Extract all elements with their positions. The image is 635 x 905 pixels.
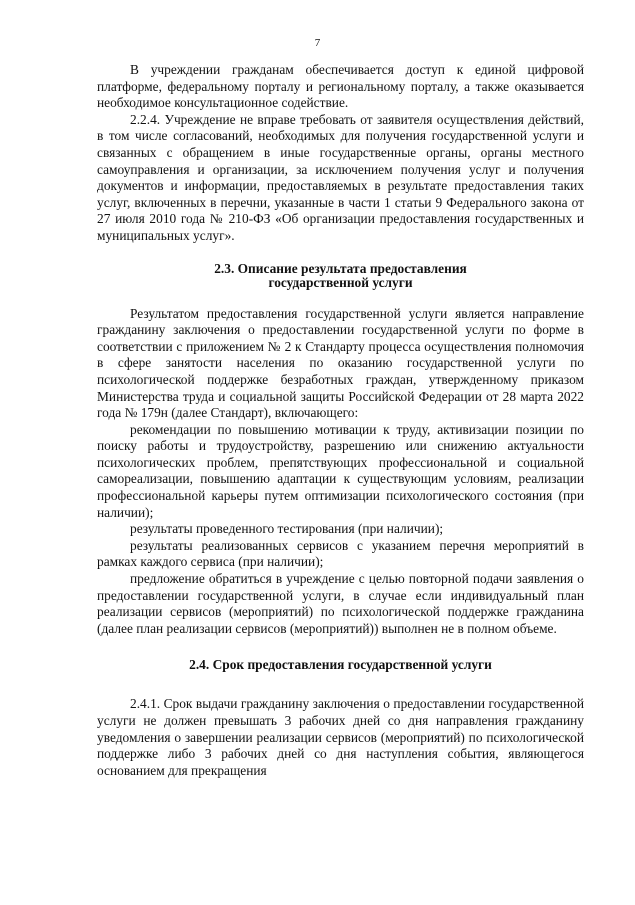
paragraph-digital-access: В учреждении гражданам обеспечивается доступ к единой цифровой платформе, федеральному порталу и региональному порталу, а также оказывается необходимое консультационное содействие. (97, 62, 584, 111)
paragraph-services: результаты реализованных сервисов с указанием перечня мероприятий в рамках каждого сервиса (при наличии); (97, 537, 584, 570)
paragraph-recommendations: рекомендации по повышению мотивации к труду, активизации позиции по поиску работы и трудоустройству, разрешению или снижению актуальности психологических проблем, препятствующих профессиональной и социальной самореализации, повышению адаптации к существующим условиям, реализации профессиональной карьеры путем оптимизации психологического состояния (при наличии); (97, 421, 584, 520)
paragraph-2-4-1: 2.4.1. Срок выдачи гражданину заключения о предоставлении государственной услуги не должен превышать 3 рабочих дней со дня направления гражданину уведомления о завершении реализации сервисов (мероприятий) по психологической поддержке либо 3 рабочих дней со дня наступления события, являющегося основанием для прекращения (97, 696, 584, 778)
paragraph-result: Результатом предоставления государственной услуги является направление гражданину заключения о предоставлении государственной услуги по форме в соответствии с приложением № 2 к Стандарту процесса осуществления полномочия в сфере занятости населения по оказанию государственной услуги по психологической поддержке безработных граждан, утвержденному приказом Министерства труда и социальной защиты Российской Федерации от 28 марта 2022 года № 179н (далее Стандарт), включающего: (97, 305, 584, 421)
section-heading-2-3 (97, 262, 584, 290)
document-body (97, 62, 584, 779)
section-heading-2-4: 2.4. Срок предоставления государственной услуги (189, 657, 492, 673)
section-heading-2-3-line2: государственной услуги (268, 274, 413, 290)
paragraph-2-2-4: 2.2.4. Учреждение не вправе требовать от заявителя осуществления действий, в том числе согласований, необходимых для получения государственной услуги и связанных с обращением в иные государственные органы, органы местного самоуправления и организации, за исключением получения услуг и получения документов и информации, предоставляемых в результате предоставления таких услуг, включенных в перечни, указанные в части 1 статьи 9 Федерального закона от 27 июля 2010 года № 210-ФЗ «Об организации предоставления государственных и муниципальных услуг». (97, 111, 584, 243)
page-number: 7 (314, 37, 321, 49)
paragraph-testing: результаты проведенного тестирования (при наличии); (130, 521, 444, 537)
paragraph-offer: предложение обратиться в учреждение с целью повторной подачи заявления о предоставлении государственной услуги, в случае если индивидуальный план реализации сервисов (мероприятий) по психологической поддержке гражданина (далее план реализации сервисов (мероприятий)) выполнен не в полном объеме. (97, 571, 584, 636)
section-heading-2-3-line1: 2.3. Описание результата предоставления (214, 260, 467, 276)
